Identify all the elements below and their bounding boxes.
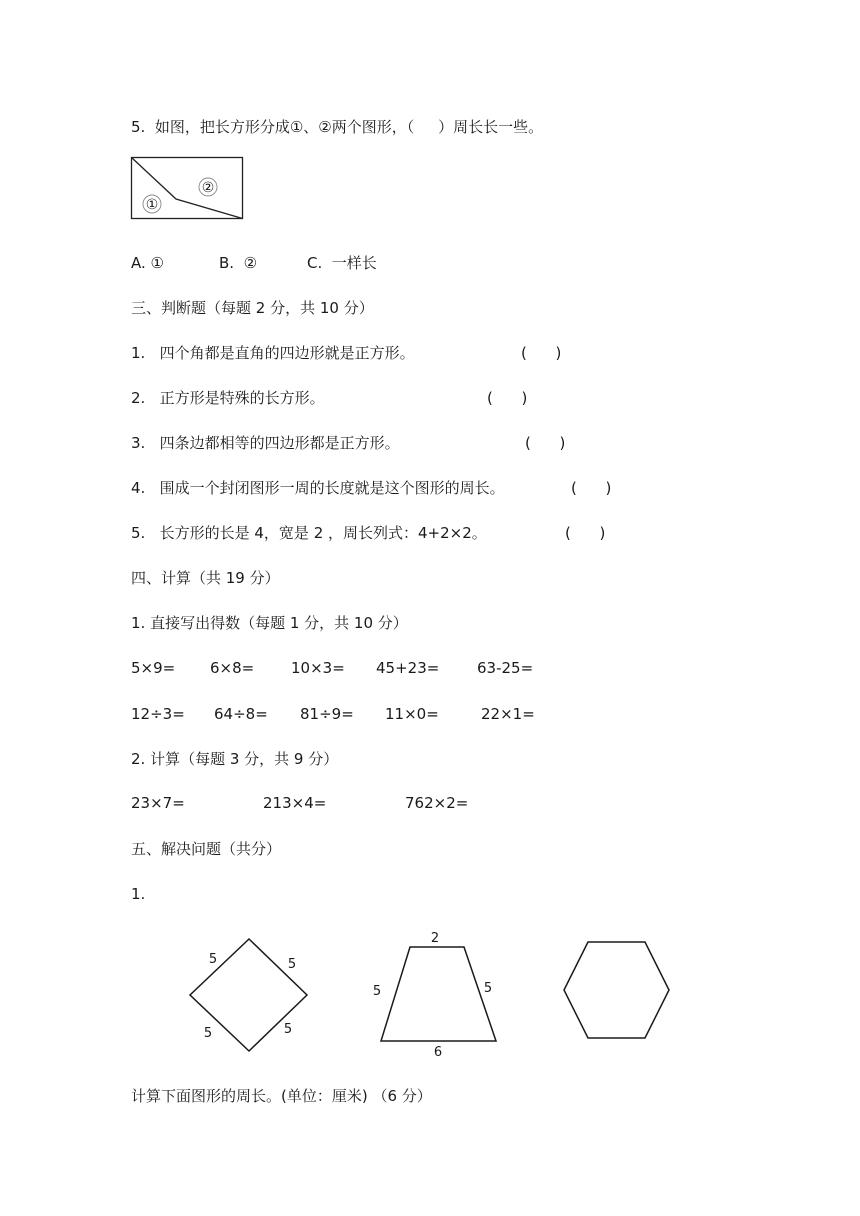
calc-row3-item: 213×4= [263, 794, 327, 812]
trapezoid-label-left: 5 [372, 984, 382, 999]
calc-row3-item: 762×2= [405, 794, 469, 812]
judge-bracket-5: ( ) [565, 524, 606, 542]
trapezoid-label-top: 2 [430, 931, 440, 946]
q5-label-1: ① [145, 197, 159, 213]
q5-option-a: A. ① [131, 254, 164, 272]
section5-title: 五、解决问题（共分） [131, 840, 282, 858]
q5-option-c: C. 一样长 [307, 254, 377, 272]
calc-row1-item: 63-25= [477, 659, 534, 677]
judge-bracket-2: ( ) [487, 389, 528, 407]
calc-row1-item: 10×3= [291, 659, 345, 677]
section4-part1-title: 1. 直接写出得数（每题 1 分，共 10 分） [131, 614, 408, 632]
section5-q1-label: 1. [131, 885, 146, 903]
calc-row1-item: 6×8= [210, 659, 255, 677]
square-label-bottom-left: 5 [203, 1026, 213, 1041]
section4-title: 四、计算（共 19 分） [131, 569, 280, 587]
trapezoid-label-bottom: 6 [433, 1045, 443, 1060]
square-label-bottom-right: 5 [283, 1022, 293, 1037]
square-label-top-left: 5 [208, 952, 218, 967]
section4-part2-title: 2. 计算（每题 3 分，共 9 分） [131, 750, 339, 768]
judge-bracket-4: ( ) [571, 479, 612, 497]
calc-row1-item: 5×9= [131, 659, 176, 677]
trapezoid-shape [381, 947, 496, 1041]
judge-bracket-1: ( ) [521, 344, 562, 362]
judge-bracket-3: ( ) [525, 434, 566, 452]
judge-item-2: 2. 正方形是特殊的长方形。 [131, 389, 325, 407]
calc-row2-item: 64÷8= [214, 705, 268, 723]
judge-item-4: 4. 围成一个封闭图形一周的长度就是这个图形的周长。 [131, 479, 505, 497]
calc-row3-item: 23×7= [131, 794, 185, 812]
judge-item-1: 1. 四个角都是直角的四边形就是正方形。 [131, 344, 415, 362]
calc-row2-item: 81÷9= [300, 705, 354, 723]
calc-row2-item: 12÷3= [131, 705, 185, 723]
square-label-top-right: 5 [287, 957, 297, 972]
section3-title: 三、判断题（每题 2 分，共 10 分） [131, 299, 374, 317]
judge-item-3: 3. 四条边都相等的四边形都是正方形。 [131, 434, 400, 452]
calc-row2-item: 11×0= [385, 705, 439, 723]
calc-row1-item: 45+23= [376, 659, 440, 677]
q5-option-b: B. ② [219, 254, 258, 272]
q5-label-2: ② [201, 180, 215, 196]
trapezoid-label-right: 5 [483, 981, 493, 996]
q5-stem: 5. 如图，把长方形分成①、②两个图形，（ ）周长长一些。 [131, 118, 544, 136]
calc-row2-item: 22×1= [481, 705, 535, 723]
hexagon-shape [564, 942, 669, 1038]
judge-item-5: 5. 长方形的长是 4，宽是 2 ，周长列式：4+2×2。 [131, 524, 487, 542]
section5-caption: 计算下面图形的周长。(单位：厘米) （6 分） [131, 1087, 432, 1105]
